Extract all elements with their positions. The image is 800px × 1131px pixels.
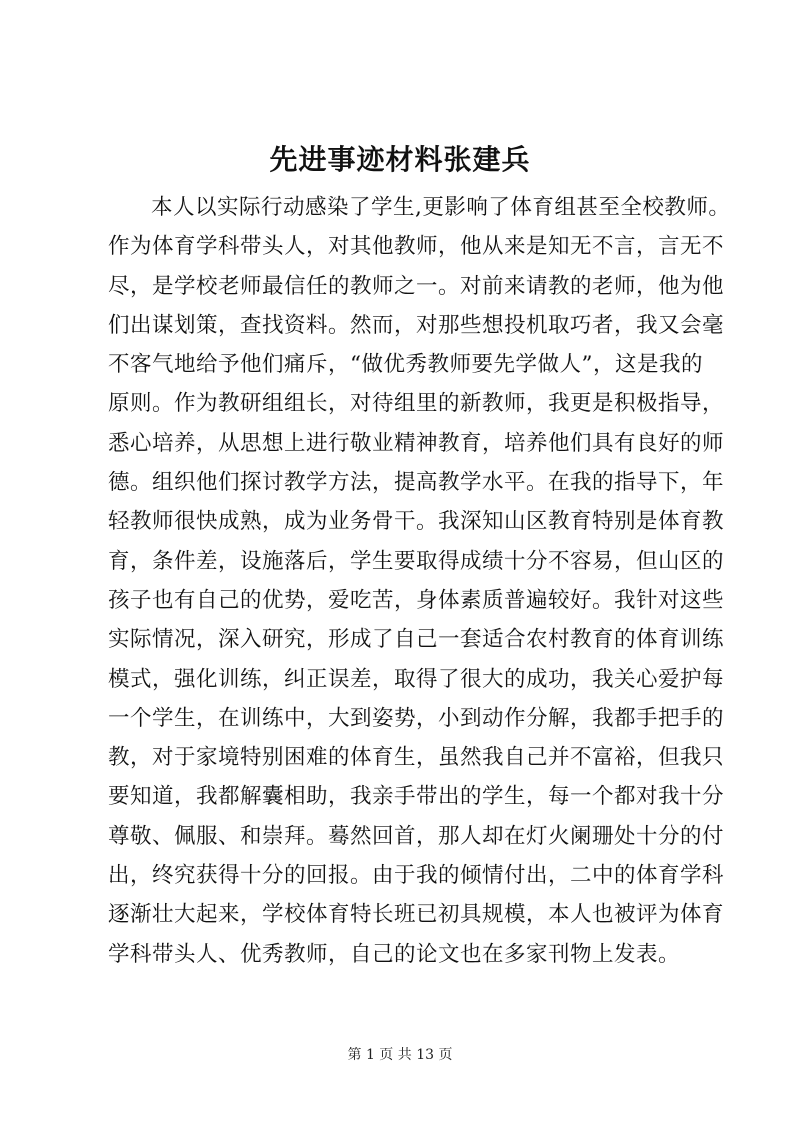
body-line: 出，终究获得十分的回报。由于我的倾情付出，二中的体育学科 — [108, 863, 725, 889]
body-line: 原则。作为教研组组长，对待组里的新教师，我更是积极指导， — [108, 391, 725, 417]
body-line: 模式，强化训练，纠正误差，取得了很大的成功，我关心爱护每 — [108, 666, 725, 692]
body-line: 德。组织他们探讨教学方法，提高教学水平。在我的指导下，年 — [108, 470, 725, 496]
body-line: 育，条件差，设施落后，学生要取得成绩十分不容易，但山区的 — [108, 548, 725, 574]
body-line: 轻教师很快成熟，成为业务骨干。我深知山区教育特别是体育教 — [108, 509, 725, 535]
page-indicator: 第 1 页 共 13 页 — [347, 1047, 453, 1063]
document-title: 先进事迹材料张建兵 — [269, 143, 531, 176]
body-line: 尊敬、佩服、和崇拜。蓦然回首，那人却在灯火阑珊处十分的付 — [108, 823, 725, 849]
body-line: 实际情况，深入研究，形成了自己一套适合农村教育的体育训练 — [108, 627, 725, 653]
body-line: 要知道，我都解囊相助，我亲手带出的学生，每一个都对我十分 — [108, 784, 725, 810]
body-line: 一个学生，在训练中，大到姿势，小到动作分解，我都手把手的 — [108, 705, 725, 731]
body-line: 不客气地给予他们痛斥，“做优秀教师要先学做人”，这是我的 — [108, 352, 703, 378]
body-line: 们出谋划策，查找资料。然而，对那些想投机取巧者，我又会毫 — [108, 312, 725, 338]
document-body — [108, 188, 731, 974]
body-line: 逐渐壮大起来，学校体育特长班已初具规模，本人也被评为体育 — [108, 902, 725, 928]
body-line: 学科带头人、优秀教师，自己的论文也在多家刊物上发表。 — [108, 941, 681, 967]
body-line: 悉心培养，从思想上进行敬业精神教育，培养他们具有良好的师 — [108, 430, 725, 456]
body-line: 作为体育学科带头人，对其他教师，他从来是知无不言，言无不 — [108, 234, 725, 260]
body-line: 尽，是学校老师最信任的教师之一。对前来请教的老师，他为他 — [108, 273, 725, 299]
body-line: 本人以实际行动感染了学生,更影响了体育组甚至全校教师。 — [151, 195, 731, 220]
body-line: 孩子也有自己的优势，爱吃苦，身体素质普遍较好。我针对这些 — [108, 587, 725, 613]
body-line: 教，对于家境特别困难的体育生，虽然我自己并不富裕，但我只 — [108, 745, 725, 771]
